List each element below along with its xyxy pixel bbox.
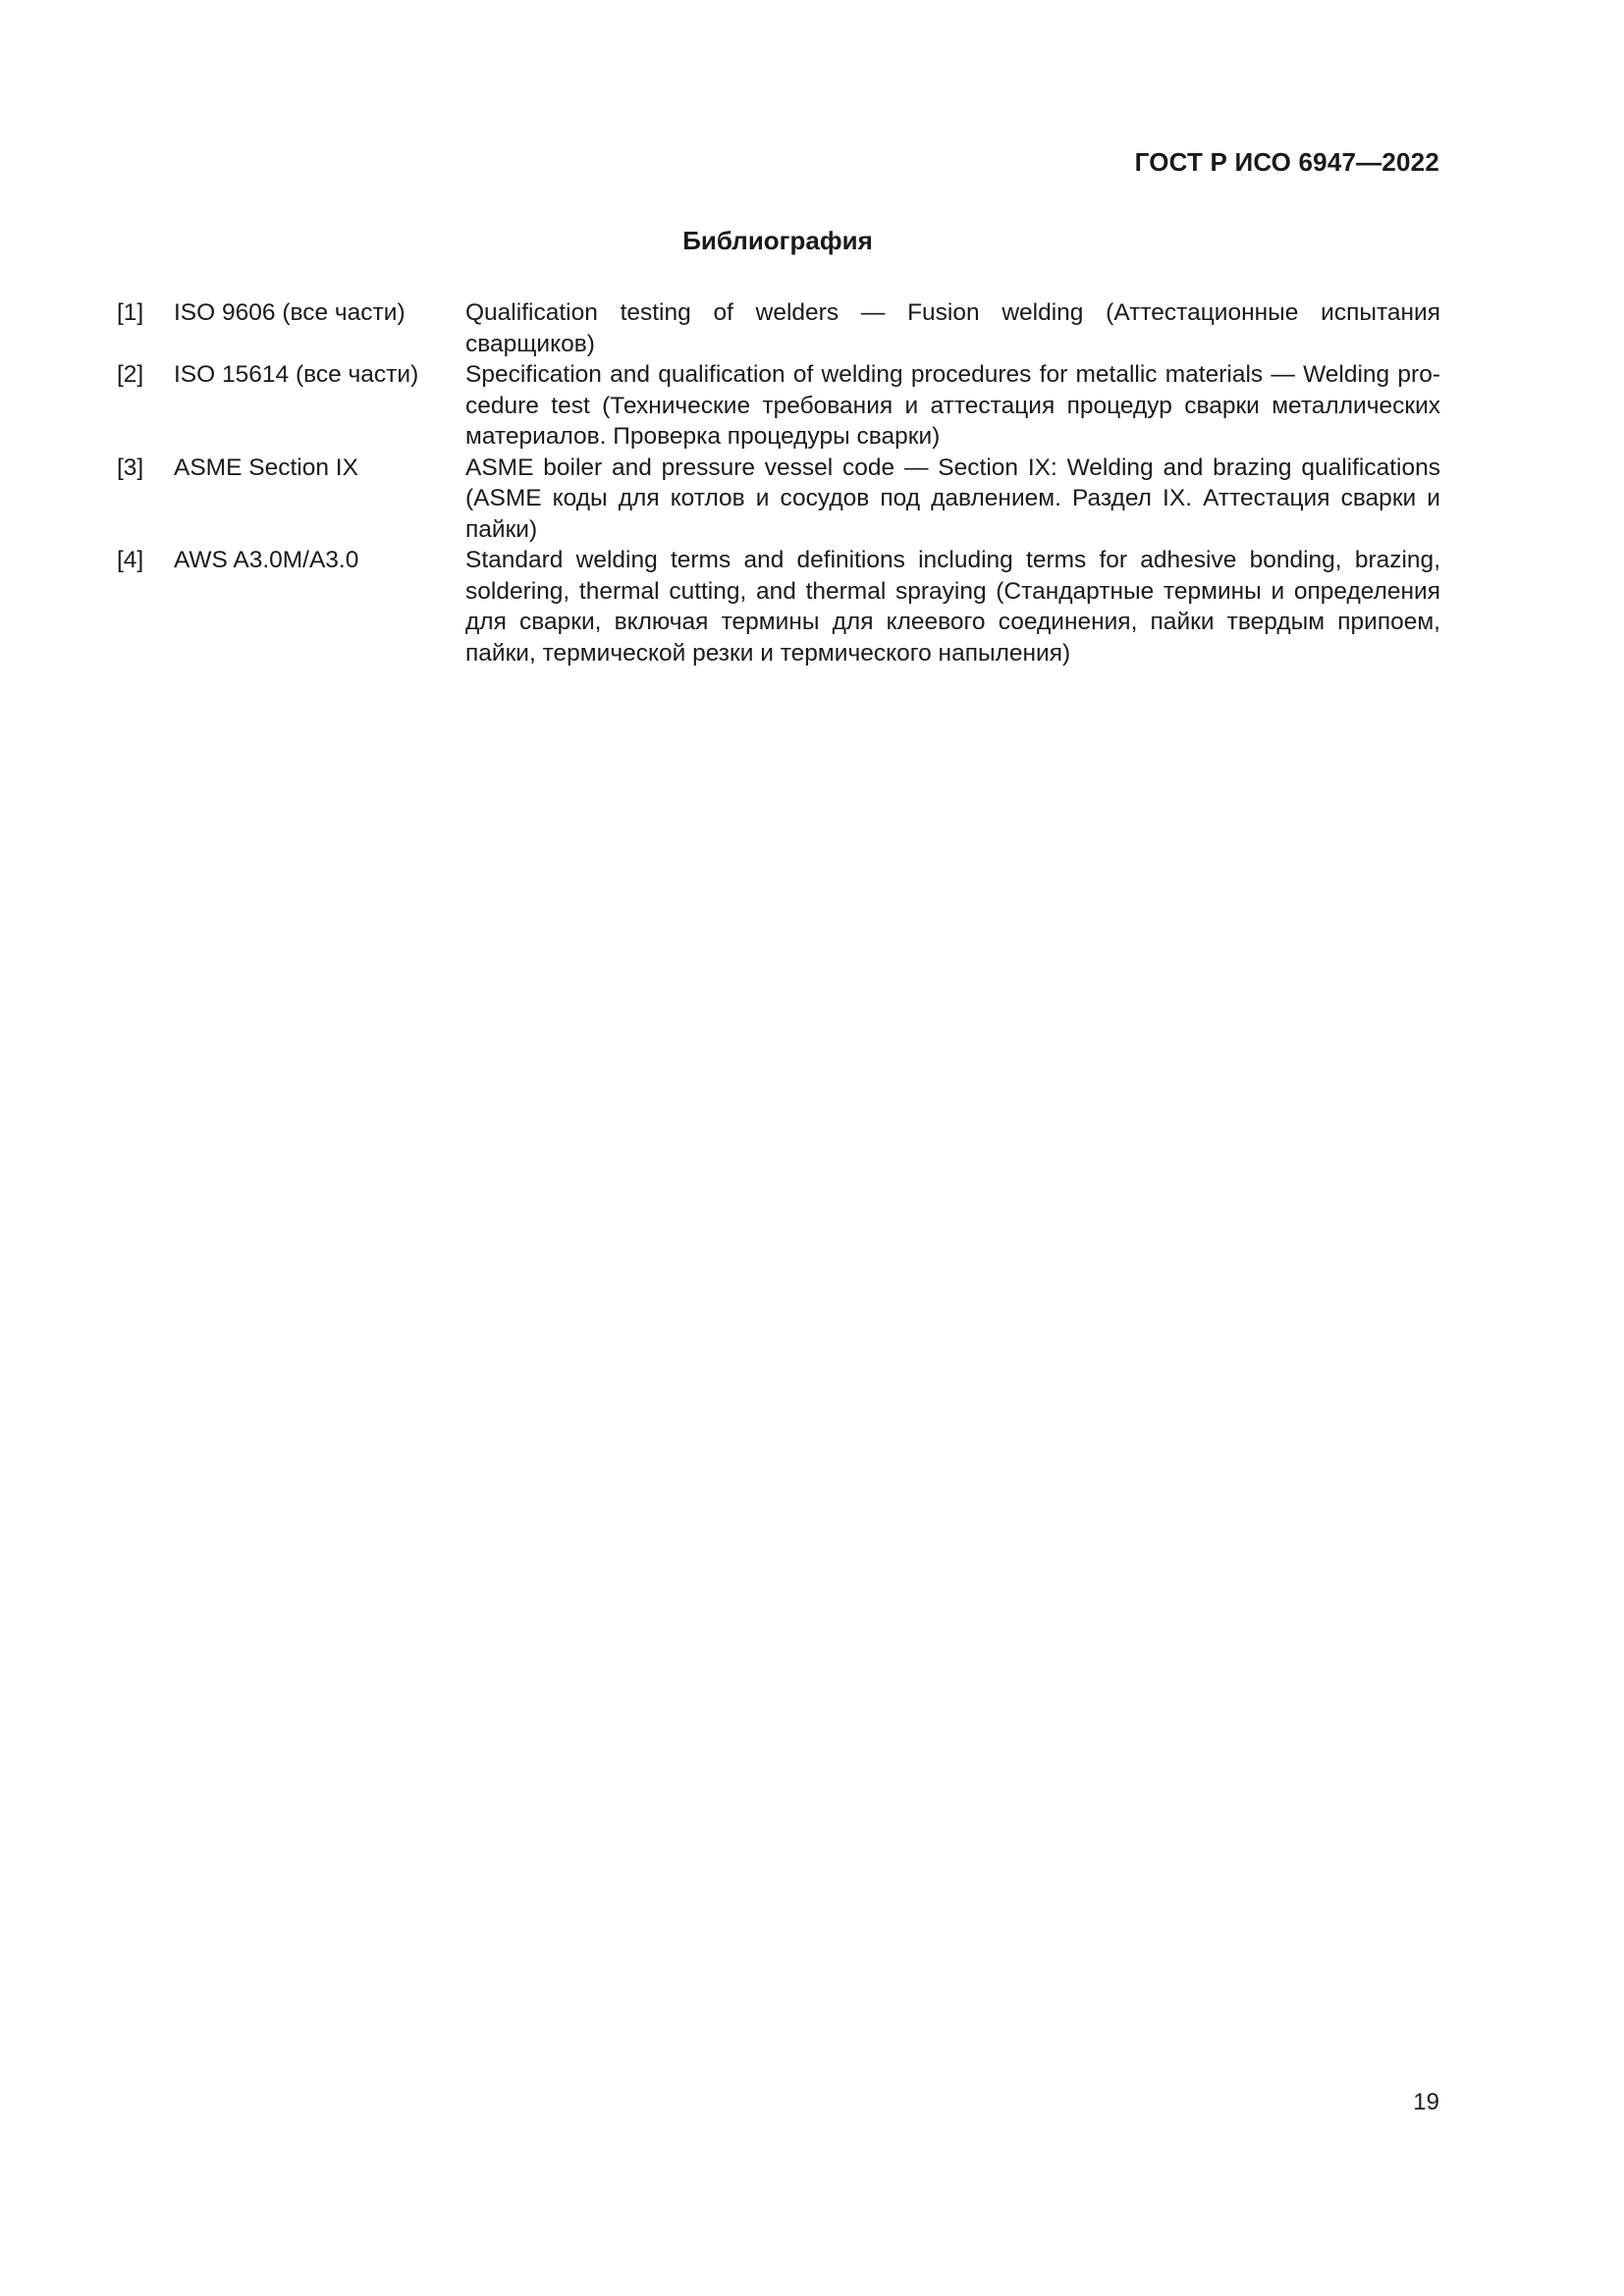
- entry-reference: ASME Section IX: [174, 454, 358, 481]
- bibliography-entry: [117, 359, 1440, 453]
- entry-number: [1]: [117, 299, 144, 326]
- entry-reference: AWS A3.0M/A3.0: [174, 547, 359, 573]
- bibliography-entry: [117, 545, 1440, 668]
- entry-reference: ISO 9606 (все части): [174, 299, 406, 326]
- bibliography-list: [117, 297, 1440, 668]
- entry-title: Standard welding terms and definitions including terms for adhesive bonding, brazing, soldering, thermal cutting, and thermal spraying (Стандартные термины и определения для сварки, включая термины для клеевого соединения, пайки твердым припоем, пайки, термической резки и термического напыления): [465, 547, 1440, 667]
- entry-number: [2]: [117, 361, 144, 388]
- entry-number: [4]: [117, 547, 144, 573]
- bibliography-entry: [117, 297, 1440, 359]
- entry-number: [3]: [117, 454, 144, 481]
- entry-title: ASME boiler and pressure vessel code — Section IX: Welding and brazing qualifications (ASME коды для котлов и сосудов под давлением. Раздел IX. Аттестация сварки и пайки): [465, 454, 1440, 543]
- entry-title: Qualification testing of welders — Fusion welding (Аттестационные испытания сварщиков): [465, 299, 1440, 357]
- entry-title: Specification and qualification of welding procedures for metallic materials — Welding procedure test (Технические требования и аттестация процедур сварки металлических материалов. Проверка процедуры сварки): [465, 361, 1440, 450]
- page-number: 19: [1413, 2089, 1439, 2115]
- bibliography-entry: [117, 453, 1440, 546]
- document-standard-code: ГОСТ Р ИСО 6947—2022: [1134, 147, 1439, 177]
- bibliography-heading: Библиография: [682, 226, 873, 255]
- entry-reference: ISO 15614 (все части): [174, 361, 419, 388]
